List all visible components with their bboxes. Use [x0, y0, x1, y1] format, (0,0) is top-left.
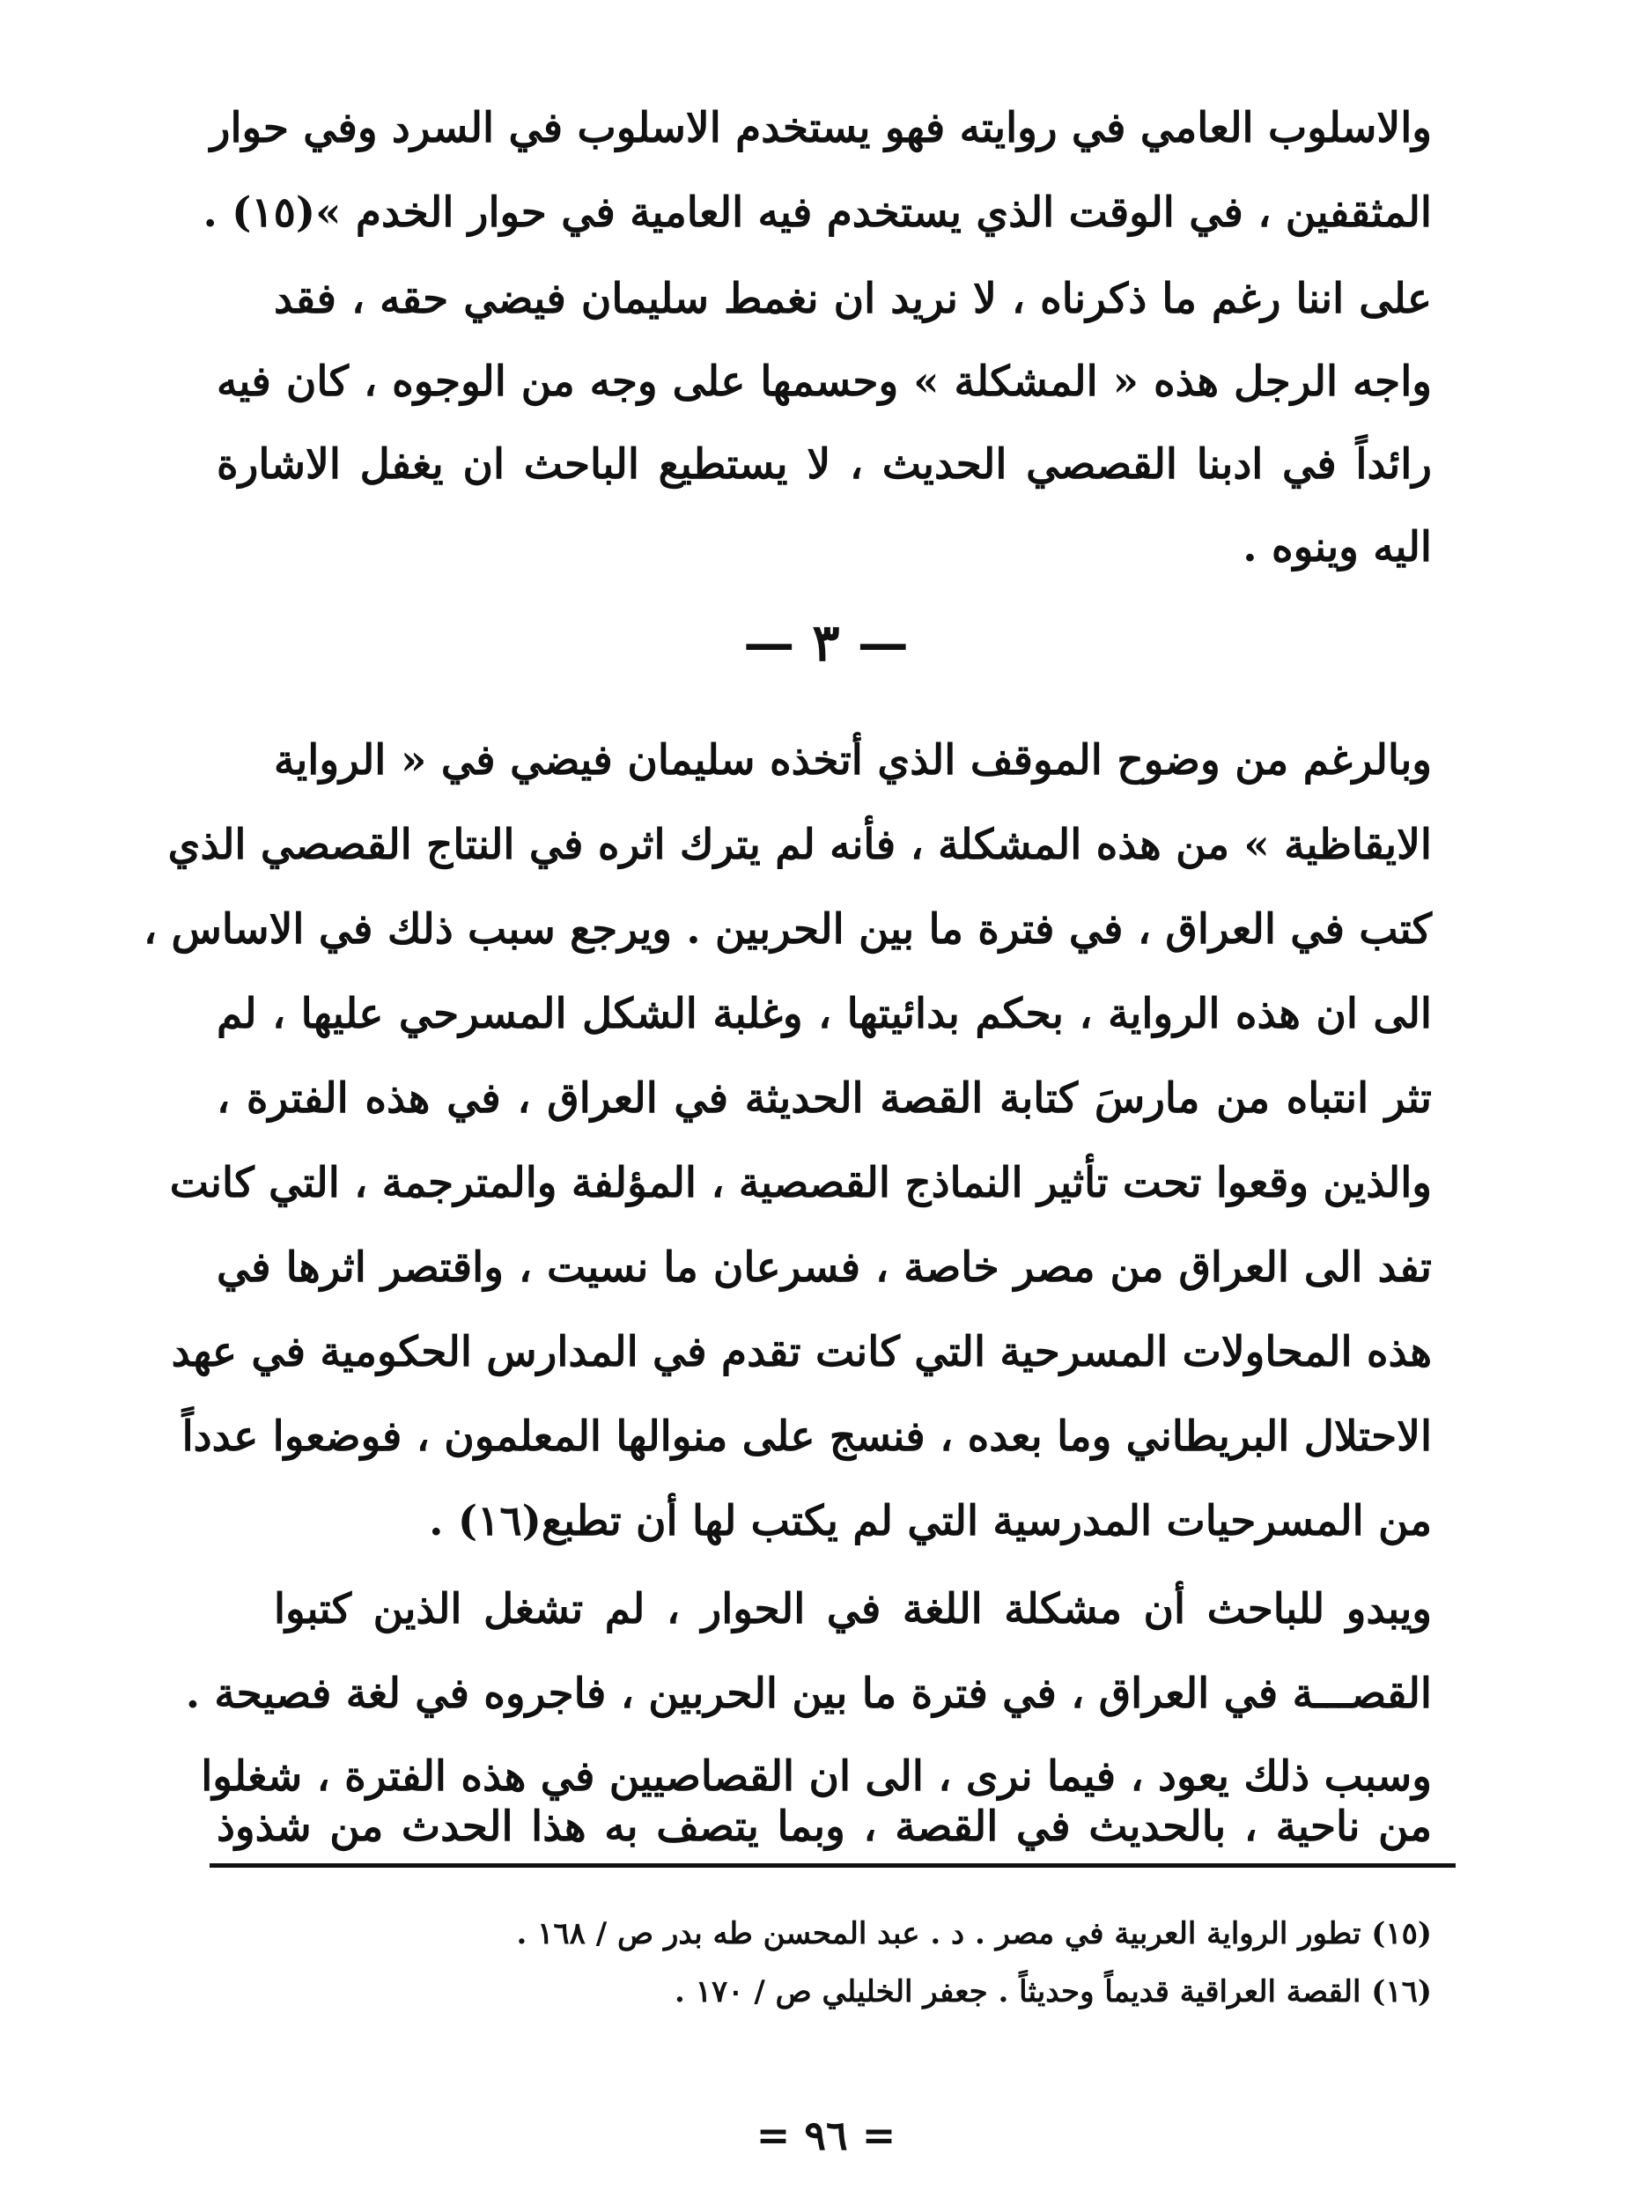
text-line: الى ان هذه الرواية ، بحكم بدائيتها ، وغلبة الشكل المسرحي عليها ، لم	[217, 990, 1432, 1038]
text-line: واجه الرجل هذه « المشكلة » وحسمها على وجه من الوجوه ، كان فيه	[217, 358, 1432, 406]
text-line: وسبب ذلك يعود ، فيما نرى ، الى ان القصاصيين في هذه الفترة ، شغلوا	[201, 1752, 1432, 1801]
footnote-separator	[210, 1863, 1456, 1868]
text-line: القصـــة في العراق ، في فترة ما بين الحربين ، فاجروه في لغة فصيحة .	[185, 1670, 1432, 1718]
text-line: تثر انتباه من مارسَ كتابة القصة الحديثة في العراق ، في هذه الفترة ،	[217, 1074, 1432, 1123]
text-line: الايقاظية » من هذه المشكلة ، فأنه لم يترك اثره في النتاج القصصي الذي	[167, 821, 1432, 869]
text-line: من المسرحيات المدرسية التي لم يكتب لها أن تطبع(١٦) .	[429, 1497, 1432, 1545]
text-line: على اننا رغم ما ذكرناه ، لا نريد ان نغمط سليمان فيضي حقه ، فقد	[274, 275, 1432, 323]
text-line: والاسلوب العامي في روايته فهو يستخدم الاسلوب في السرد وفي حوار	[210, 104, 1432, 152]
page-number: = ٩٦ =	[756, 2112, 896, 2159]
section-number: — ٣ —	[743, 613, 909, 673]
text-line: هذه المحاولات المسرحية التي كانت تقدم في المدارس الحكومية في عهد	[171, 1328, 1432, 1376]
text-line: الاحتلال البريطاني وما بعده ، فنسج على منوالها المعلمون ، فوضعوا عدداً	[181, 1412, 1432, 1461]
text-line: اليه وينوه .	[1243, 523, 1432, 571]
text-line: والذين وقعوا تحت تأثير النماذج القصصية ، المؤلفة والمترجمة ، التي كانت	[169, 1159, 1432, 1207]
text-line: وبالرغم من وضوح الموقف الذي أتخذه سليمان فيضي في « الرواية	[274, 736, 1432, 785]
text-line: من ناحية ، بالحديث في القصة ، وبما يتصف به هذا الحدث من شذوذ	[217, 1803, 1432, 1851]
text-line: ويبدو للباحث أن مشكلة اللغة في الحوار ، لم تشغل الذين كتبوا	[274, 1585, 1432, 1633]
text-line: تفد الى العراق من مصر خاصة ، فسرعان ما نسيت ، واقتصر اثرها في	[217, 1243, 1432, 1292]
footnote-15: (١٥) تطور الرواية العربية في مصر . د . عبد المحسن طه بدر ص / ١٦٨ .	[516, 1916, 1432, 1951]
text-line: كتب في العراق ، في فترة ما بين الحربين . ويرجع سبب ذلك في الاساس ،	[143, 905, 1432, 954]
footnote-16: (١٦) القصة العراقية قديماً وحديثاً . جعفر الخليلي ص / ١٧٠ .	[675, 1974, 1432, 2009]
text-line: المثقفين ، في الوقت الذي يستخدم فيه العامية في حوار الخدم »(١٥) .	[203, 188, 1432, 237]
text-line: رائداً في ادبنا القصصي الحديث ، لا يستطيع الباحث ان يغفل الاشارة	[217, 440, 1432, 489]
